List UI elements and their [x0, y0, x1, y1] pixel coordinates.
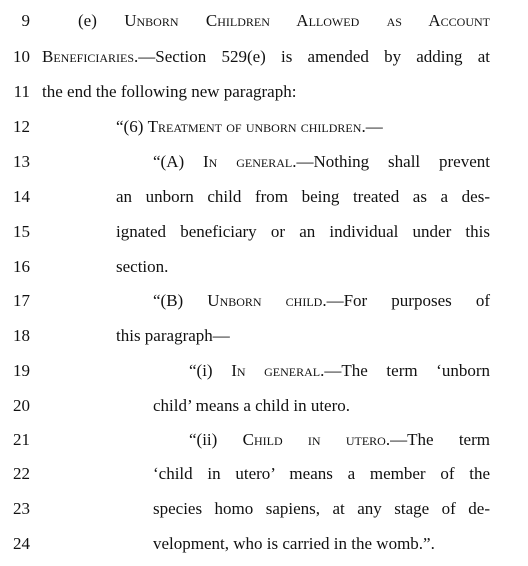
text-run: section.: [116, 257, 169, 276]
line-number: 15: [13, 222, 30, 241]
line-23: [0, 495, 528, 523]
line-number: 12: [13, 117, 30, 136]
line-number: 22: [13, 464, 30, 483]
line-text: [153, 530, 435, 558]
line-number: 19: [13, 361, 30, 380]
line-text: [153, 392, 350, 420]
subparagraph-heading: In general: [203, 152, 293, 171]
text-run: (e): [78, 11, 125, 30]
line-number: 14: [13, 187, 30, 206]
line-12: [0, 113, 528, 141]
line-text: [116, 253, 168, 281]
line-text: [42, 78, 296, 106]
line-19: [0, 357, 528, 385]
line-11: [0, 78, 528, 106]
line-text: [42, 43, 490, 71]
line-24: [0, 530, 528, 558]
text-run: child’ means a child in utero.: [153, 396, 351, 415]
text-run: .—For purposes of: [322, 291, 490, 310]
line-15: [0, 218, 528, 246]
line-18: [0, 322, 528, 350]
line-number: 13: [13, 152, 30, 171]
line-number: 10: [13, 47, 30, 66]
text-run: velopment, who is carried in the womb.”.: [153, 534, 435, 553]
text-run: “(i): [189, 361, 232, 380]
text-run: ignated beneficiary or an individual under this: [116, 222, 490, 241]
text-run: an unborn child from being treated as a des-: [116, 187, 490, 206]
text-run: “(A): [153, 152, 204, 171]
line-17: [0, 287, 528, 315]
text-run: “(ii): [189, 430, 243, 449]
line-10: [0, 43, 528, 71]
line-number: 24: [13, 534, 30, 553]
text-run: .—Nothing shall prevent: [292, 152, 490, 171]
line-text: [78, 7, 490, 35]
line-text: [153, 148, 490, 176]
line-21: [0, 426, 528, 454]
line-22: [0, 460, 528, 488]
line-number: 17: [13, 291, 30, 310]
line-16: [0, 253, 528, 281]
subparagraph-heading: Unborn child: [207, 291, 323, 310]
line-text: [116, 218, 490, 246]
text-run: species homo sapiens, at any stage of de-: [153, 499, 490, 518]
text-run: “(B): [153, 291, 208, 310]
text-run: .—: [361, 117, 383, 136]
text-run: the end the following new paragraph:: [42, 82, 297, 101]
line-number: 11: [13, 82, 30, 101]
text-run: .—The term ‘unborn: [320, 361, 491, 380]
text-run: .—Section 529(e) is amended by adding at: [134, 47, 490, 66]
line-text: [116, 183, 490, 211]
line-number: 21: [13, 430, 30, 449]
line-text: [116, 322, 230, 350]
line-text: [153, 287, 490, 315]
clause-heading: Child in utero: [242, 430, 386, 449]
line-20: [0, 392, 528, 420]
subsection-heading: Unborn Children Allowed as Account: [124, 11, 490, 30]
line-number: 9: [21, 11, 30, 30]
text-run: ‘child in utero’ means a member of the: [153, 464, 490, 483]
text-run: “(6): [116, 117, 148, 136]
line-13: [0, 148, 528, 176]
line-text: [189, 426, 490, 454]
line-9: [0, 7, 528, 35]
line-14: [0, 183, 528, 211]
line-number: 16: [13, 257, 30, 276]
line-number: 23: [13, 499, 30, 518]
text-run: this paragraph—: [116, 326, 230, 345]
clause-heading: In general: [231, 361, 321, 380]
text-run: .—The term: [385, 430, 490, 449]
line-text: [153, 495, 490, 523]
line-number: 20: [13, 396, 30, 415]
subsection-heading: Beneficiaries: [42, 47, 135, 66]
line-text: [116, 113, 383, 141]
paragraph-heading: Treatment of unborn children: [147, 117, 362, 136]
line-number: 18: [13, 326, 30, 345]
line-text: [189, 357, 490, 385]
line-text: [153, 460, 490, 488]
